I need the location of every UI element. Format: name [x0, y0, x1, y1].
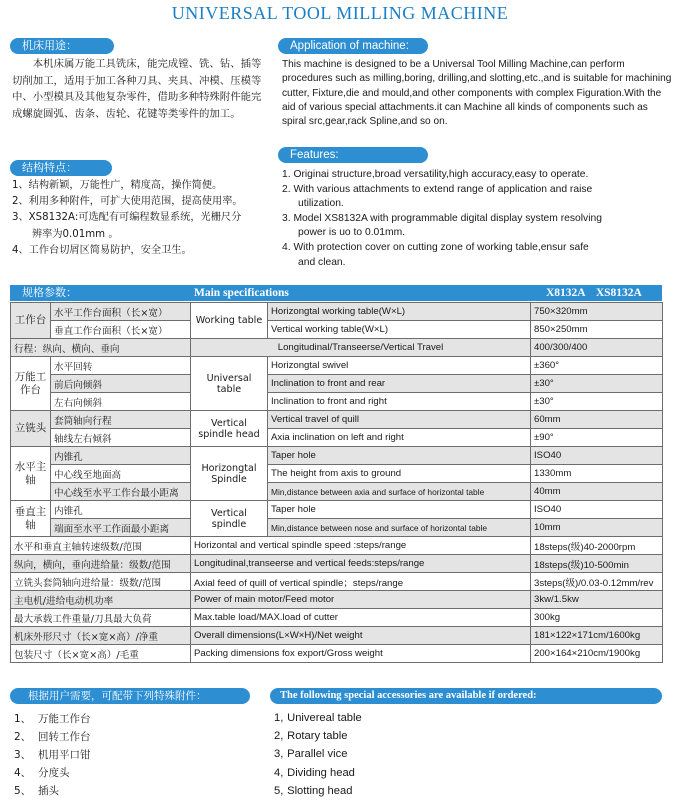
- specs-en-heading: Main specifications: [194, 287, 289, 299]
- list-item: 4、 分度头: [14, 767, 70, 779]
- list-item: 3、 机用平口钳: [14, 749, 91, 761]
- list-item: 2. With various attachments to extend range of application and raise utilization.: [282, 183, 593, 210]
- list-item: 4、工作台切屑区简易防护，安全卫生。: [12, 244, 192, 256]
- table-row: 行程：纵向、横向、垂向 Longitudinal/Transeerse/Vertical Travel 400/300/400: [11, 339, 663, 357]
- table-row: 水平和垂直主轴转速级数/范围 Horizontal and vertical spindle speed :steps/range 18steps(级)40-2000rpm: [11, 537, 663, 555]
- application-en-text: This machine is designed to be a Universal Tool Milling Machine,can perform procedures such as milling,boring, drilling,and slotting,etc.,and is suitable for machining cutter, Fixture,die and mould,and other components with complex Figuration.With the aid of various special attachments.it can Machine all kinds of components such as spiral src,gear,rack Spline,and so on.: [282, 59, 672, 128]
- table-row: 万能工作台 水平回转 Universal table Horizongtal swivel ±360°: [11, 357, 663, 375]
- list-item: 1. Originai structure,broad versatility,high accuracy,easy to operate.: [282, 169, 589, 180]
- table-row: 前后向倾斜 Inclination to front and rear ±30°: [11, 375, 663, 393]
- list-item: 3, Parallel vice: [274, 748, 348, 761]
- specs-cn-heading: 规格参数：: [22, 286, 77, 299]
- list-item: 3. Model XS8132A with programmable digital display system resolving power is uo to 0.01mm.: [282, 212, 602, 239]
- table-row: 立铣头 套筒轴向行程 Vertical spindle head Vertical travel of quill 60mm: [11, 411, 663, 429]
- features-cn-list: [12, 178, 272, 259]
- features-cn-heading: 结构特点：: [10, 160, 112, 176]
- list-item: 2、 回转工作台: [14, 731, 91, 743]
- table-row: 工作台 水平工作台面积（长×宽） Working table Horizongtal working table(W×L) 750×320mm: [11, 303, 663, 321]
- features-en-list: [282, 168, 662, 270]
- list-item: 1、结构新颖，万能性广，精度高，操作简便。: [12, 180, 223, 191]
- accessories-en-heading: The following special accessories are available if ordered:: [270, 688, 662, 704]
- specs-models: X8132A XS8132A: [546, 287, 642, 299]
- table-row: 中心线至地面高 The height from axis to ground 1330mm: [11, 465, 663, 483]
- table-row: 包装尺寸（长×宽×高）/毛重 Packing dimensions fox export/Gross weight 200×164×210cm/1900kg: [11, 645, 663, 663]
- table-row: 立铣头套筒轴向进给量：级数/范围 Axial feed of quill of vertical spindle；steps/range 3steps(级)/0.03-0.12mm/rev: [11, 573, 663, 591]
- table-row: 垂直工作台面积（长×宽） Vertical working table(W×L) 850×250mm: [11, 321, 663, 339]
- group-cell: 水平主轴: [11, 447, 51, 501]
- table-row: 纵向，横向，垂向进给量：级数/范围 Longitudinal,transeerse and vertical feeds:steps/range 18steps(级)10-500min: [11, 555, 663, 573]
- table-row: 机床外形尺寸（长×宽×高）/净重 Overall dimensions(L×W×H)/Net weight 181×122×171cm/1600kg: [11, 627, 663, 645]
- spec-table: [10, 302, 663, 663]
- accessories-cn-heading: 根据用户需要，可配带下列特殊附件：: [10, 688, 250, 704]
- application-en-heading: Application of machine:: [278, 38, 428, 54]
- list-item: 2, Rotary table: [274, 730, 348, 743]
- list-item: 4. With protection cover on cutting zone of working table,ensur safe and clean.: [282, 241, 589, 268]
- table-row: 垂直主轴 内锥孔 Vertical spindle Taper hole ISO40: [11, 501, 663, 519]
- group-cell: Universal table: [191, 357, 268, 411]
- list-item: 3、XS8132A:可选配有可编程数显系统，光栅尺分 辨率为0.01mm 。: [12, 212, 242, 240]
- table-row: 中心线至水平工作台最小距离 Min,distance between axia and surface of horizontal table 40mm: [11, 483, 663, 501]
- table-row: 左右向倾斜 Inclination to front and right ±30°: [11, 393, 663, 411]
- group-cell: 垂直主轴: [11, 501, 51, 537]
- application-cn-text: 本机床属万能工具铣床，能完成镗、铣、钻、插等切削加工，适用于加工各种刀具、夹具、冲模、压模等中、小型模具及其他复杂零件，借助多种特殊附件能完成螺旋圆弧、齿条、齿轮、花键等类零件的加工。: [12, 58, 262, 120]
- table-row: 端面至水平工作面最小距离 Min,distance between nose and surface of horizontal table 10mm: [11, 519, 663, 537]
- group-cell: Vertical spindle head: [191, 411, 268, 447]
- group-cell: 立铣头: [11, 411, 51, 447]
- list-item: 5、 插头: [14, 785, 59, 797]
- group-cell: 工作台: [11, 303, 51, 339]
- list-item: 1, Univereal table: [274, 712, 362, 724]
- list-item: 4, Dividing head: [274, 766, 355, 779]
- table-row: 轴线左右倾斜 Axia inclination on left and right ±90°: [11, 429, 663, 447]
- group-cell: Working table: [191, 303, 268, 339]
- specs-heading-bar: [10, 285, 662, 301]
- list-item: 1、 万能工作台: [14, 713, 91, 725]
- list-item: 5, Slotting head: [274, 784, 353, 797]
- table-row: 最大承载工件重量/刀具最大负荷 Max.table load/MAX.load of cutter 300kg: [11, 609, 663, 627]
- page-title: UNIVERSAL TOOL MILLING MACHINE: [171, 3, 509, 23]
- table-row: 水平主轴 内锥孔 Horizongtal Spindle Taper hole ISO40: [11, 447, 663, 465]
- application-cn-heading: 机床用途：: [10, 38, 114, 54]
- table-row: 主电机/进给电动机功率 Power of main motor/Feed motor 3kw/1.5kw: [11, 591, 663, 609]
- accessories-cn-list: [14, 710, 234, 800]
- group-cell: Vertical spindle: [191, 501, 268, 537]
- features-en-heading: Features:: [278, 147, 428, 163]
- list-item: 2、利用多种附件，可扩大使用范围，提高使用率。: [12, 196, 243, 208]
- group-cell: 万能工作台: [11, 357, 51, 411]
- group-cell: Horizongtal Spindle: [191, 447, 268, 501]
- accessories-en-list: [274, 709, 574, 800]
